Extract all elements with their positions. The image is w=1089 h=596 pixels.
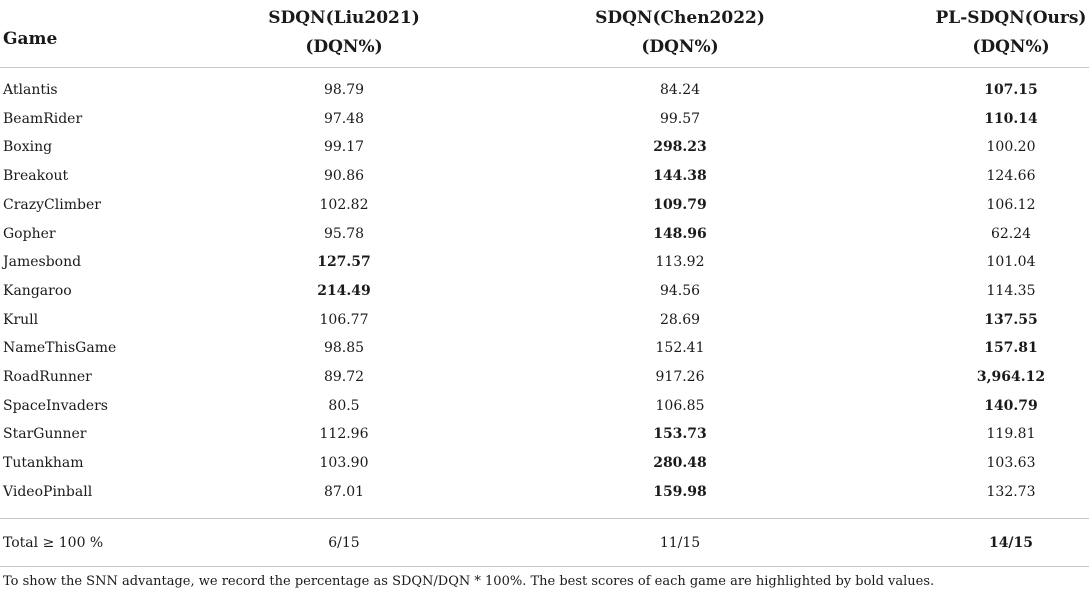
cell-sdqn-chen2022: 84.24 [659,82,701,98]
cell-sdqn-chen2022: 148.96 [653,225,707,242]
cell-game: Boxing [3,139,53,156]
cell-sdqn-chen2022: 159.98 [653,483,707,500]
cell-sdqn-chen2022: 109.79 [653,196,707,213]
table-row [0,162,1089,191]
cell-game: Kangaroo [3,282,72,299]
cell-game: Breakout [3,168,69,185]
total-row [0,529,1089,558]
header-sdqn-chen2022 [580,4,780,62]
cell-sdqn-chen2022: 99.57 [659,110,701,127]
cell-sdqn-chen2022: 280.48 [653,455,707,472]
cell-game: RoadRunner [3,369,92,385]
table-row [0,220,1089,249]
header-sdqn-liu2021 [244,4,444,62]
cell-game: SpaceInvaders [3,397,108,414]
cell-game: Jamesbond [3,254,82,271]
cell-pl-sdqn-ours: 157.81 [984,340,1038,357]
cell-sdqn-liu2021: 97.48 [323,110,365,127]
total-liu: 6/15 [328,535,360,551]
cell-pl-sdqn-ours: 106.12 [986,196,1036,213]
cell-game: Tutankham [3,455,84,472]
total-ours: 14/15 [988,535,1034,551]
cell-pl-sdqn-ours: 3,964.12 [976,369,1046,385]
total-label: Total ≥ 100 % [3,535,104,551]
header-divider [0,67,1089,68]
cell-sdqn-liu2021: 102.82 [319,196,369,213]
cell-game: Gopher [3,225,56,242]
cell-pl-sdqn-ours: 114.35 [986,282,1036,299]
cell-pl-sdqn-ours: 110.14 [984,110,1038,127]
cell-sdqn-liu2021: 89.72 [323,369,365,385]
table-row [0,306,1089,335]
cell-game: BeamRider [3,110,83,127]
header-sdqn-liu2021-line1: SDQN(Liu2021) [268,8,420,28]
cell-game: CrazyClimber [3,196,101,213]
cell-sdqn-chen2022: 113.92 [655,254,705,271]
total-chen: 11/15 [659,535,701,551]
table-row [0,478,1089,507]
cell-pl-sdqn-ours: 103.63 [986,455,1036,472]
cell-sdqn-chen2022: 153.73 [653,426,707,443]
cell-sdqn-chen2022: 94.56 [659,282,701,299]
cell-pl-sdqn-ours: 119.81 [986,426,1036,443]
cell-sdqn-chen2022: 917.26 [655,369,705,385]
cell-sdqn-liu2021: 214.49 [317,282,371,299]
table-row [0,191,1089,220]
cell-sdqn-liu2021: 80.5 [328,397,360,414]
cell-pl-sdqn-ours: 124.66 [986,168,1036,185]
header-pl-sdqn-ours [911,4,1089,62]
cell-pl-sdqn-ours: 132.73 [986,483,1036,500]
cell-sdqn-chen2022: 28.69 [659,311,701,328]
header-sdqn-liu2021-line2: (DQN%) [305,37,383,57]
cell-sdqn-liu2021: 106.77 [319,311,369,328]
table-row [0,449,1089,478]
cell-sdqn-liu2021: 90.86 [323,168,365,185]
cell-sdqn-liu2021: 127.57 [317,254,371,271]
table-row [0,363,1089,392]
cell-sdqn-liu2021: 103.90 [319,455,369,472]
header-pl-sdqn-ours-line1: PL-SDQN(Ours) [935,8,1087,28]
cell-pl-sdqn-ours: 101.04 [986,254,1036,271]
footer-divider [0,566,1089,567]
cell-game: NameThisGame [3,340,117,357]
header-sdqn-chen2022-line1: SDQN(Chen2022) [595,8,765,28]
table-row [0,334,1089,363]
cell-sdqn-chen2022: 152.41 [655,340,705,357]
table-row [0,392,1089,421]
cell-sdqn-chen2022: 298.23 [653,139,707,156]
table-row [0,105,1089,134]
cell-pl-sdqn-ours: 100.20 [986,139,1036,156]
cell-pl-sdqn-ours: 137.55 [984,311,1038,328]
cell-sdqn-chen2022: 106.85 [655,397,705,414]
table-row [0,277,1089,306]
cell-sdqn-liu2021: 98.85 [323,340,365,357]
table-row [0,420,1089,449]
cell-pl-sdqn-ours: 140.79 [984,397,1038,414]
cell-pl-sdqn-ours: 107.15 [984,82,1038,98]
cell-pl-sdqn-ours: 62.24 [990,225,1032,242]
cell-sdqn-chen2022: 144.38 [653,168,707,185]
cell-sdqn-liu2021: 98.79 [323,82,365,98]
table-row [0,133,1089,162]
cell-sdqn-liu2021: 112.96 [319,426,369,443]
header-sdqn-chen2022-line2: (DQN%) [641,37,719,57]
cell-game: Atlantis [3,82,58,98]
header-game: Game [3,29,58,49]
table-row [0,76,1089,105]
cell-sdqn-liu2021: 87.01 [323,483,365,500]
cell-game: VideoPinball [3,483,93,500]
cell-sdqn-liu2021: 99.17 [323,139,365,156]
cell-game: StarGunner [3,426,87,443]
header-pl-sdqn-ours-line2: (DQN%) [972,37,1050,57]
table-row [0,248,1089,277]
cell-sdqn-liu2021: 95.78 [323,225,365,242]
table-footnote: To show the SNN advantage, we record the percentage as SDQN/DQN * 100%. The best scores of each game are highlighted by bold values. [3,574,935,589]
cell-game: Krull [3,311,39,328]
total-divider [0,518,1089,519]
